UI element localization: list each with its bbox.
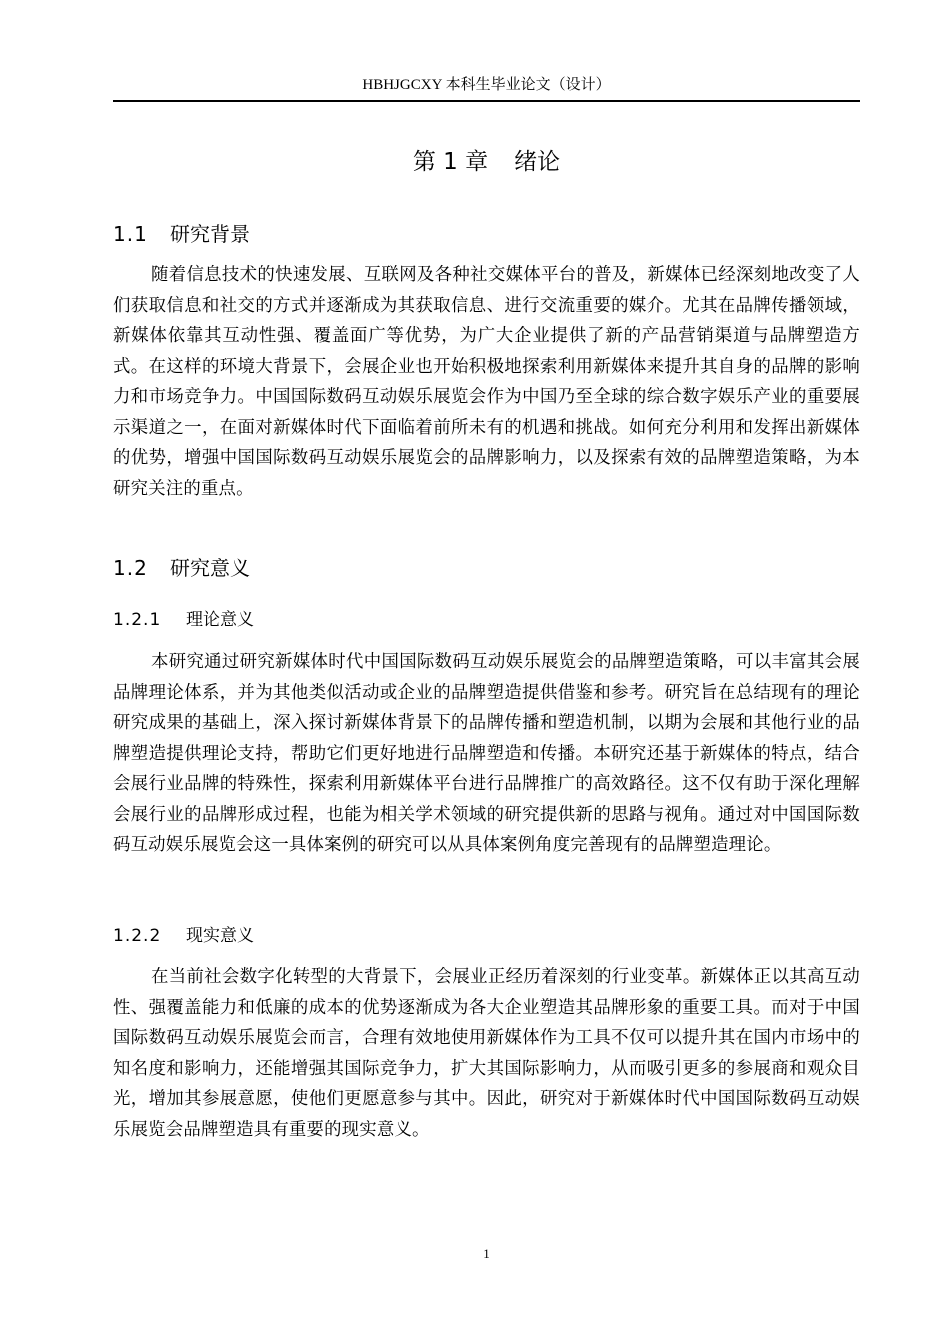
page-number: 1: [483, 1246, 490, 1261]
chapter-name: 绪论: [514, 149, 561, 175]
section-number: 1.2: [113, 556, 148, 580]
section-number: 1.1: [113, 222, 148, 246]
section-title: 研究意义: [170, 556, 250, 580]
section-title: 研究背景: [170, 222, 250, 246]
subsection-title: 现实意义: [186, 926, 254, 946]
section-heading-significance: [113, 554, 250, 582]
chapter-number: 第 1 章: [412, 149, 489, 175]
subsection-heading-practical: [113, 924, 254, 948]
paragraph-practical: 在当前社会数字化转型的大背景下，会展业正经历着深刻的行业变革。新媒体正以其高互动性、强覆盖能力和低廉的成本的优势逐渐成为各大企业塑造其品牌形象的重要工具。而对于中国国际数码互动娱乐展览会而言，合理有效地使用新媒体作为工具不仅可以提升其在国内市场中的知名度和影响力，还能增强其国际竞争力，扩大其国际影响力，从而吸引更多的参展商和观众目光，增加其参展意愿，使他们更愿意参与其中。因此，研究对于新媒体时代中国国际数码互动娱乐展览会品牌塑造具有重要的现实意义。: [113, 967, 860, 1140]
paragraph-theoretical: 本研究通过研究新媒体时代中国国际数码互动娱乐展览会的品牌塑造策略，可以丰富其会展品牌理论体系，并为其他类似活动或企业的品牌塑造提供借鉴和参考。研究旨在总结现有的理论研究成果的基础上，深入探讨新媒体背景下的品牌传播和塑造机制，以期为会展和其他行业的品牌塑造提供理论支持，帮助它们更好地进行品牌塑造和传播。本研究还基于新媒体的特点，结合会展行业品牌的特殊性，探索利用新媒体平台进行品牌推广的高效路径。这不仅有助于深化理解会展行业的品牌形成过程，也能为相关学术领域的研究提供新的思路与视角。通过对中国国际数码互动娱乐展览会这一具体案例的研究可以从具体案例角度完善现有的品牌塑造理论。: [113, 652, 860, 855]
header-rule: [113, 100, 860, 102]
subsection-title: 理论意义: [186, 610, 254, 630]
paragraph-background: 随着信息技术的快速发展、互联网及各种社交媒体平台的普及，新媒体已经深刻地改变了人们获取信息和社交的方式并逐渐成为其获取信息、进行交流重要的媒介。尤其在品牌传播领域，新媒体依靠其互动性强、覆盖面广等优势，为广大企业提供了新的产品营销渠道与品牌塑造方式。在这样的环境大背景下，会展企业也开始积极地探索利用新媒体来提升其自身的品牌的影响力和市场竞争力。中国国际数码互动娱乐展览会作为中国乃至全球的综合数字娱乐产业的重要展示渠道之一，在面对新媒体时代下面临着前所未有的机遇和挑战。如何充分利用和发挥出新媒体的优势，增强中国国际数码互动娱乐展览会的品牌影响力，以及探索有效的品牌塑造策略，为本研究关注的重点。: [113, 265, 860, 499]
section-heading-background: [113, 220, 250, 248]
subsection-heading-theoretical: [113, 608, 254, 632]
subsection-number: 1.2.2: [113, 926, 162, 946]
subsection-number: 1.2.1: [113, 610, 162, 630]
running-header: HBHJGCXY 本科生毕业论文（设计）: [362, 77, 611, 93]
chapter-title: [113, 146, 860, 178]
